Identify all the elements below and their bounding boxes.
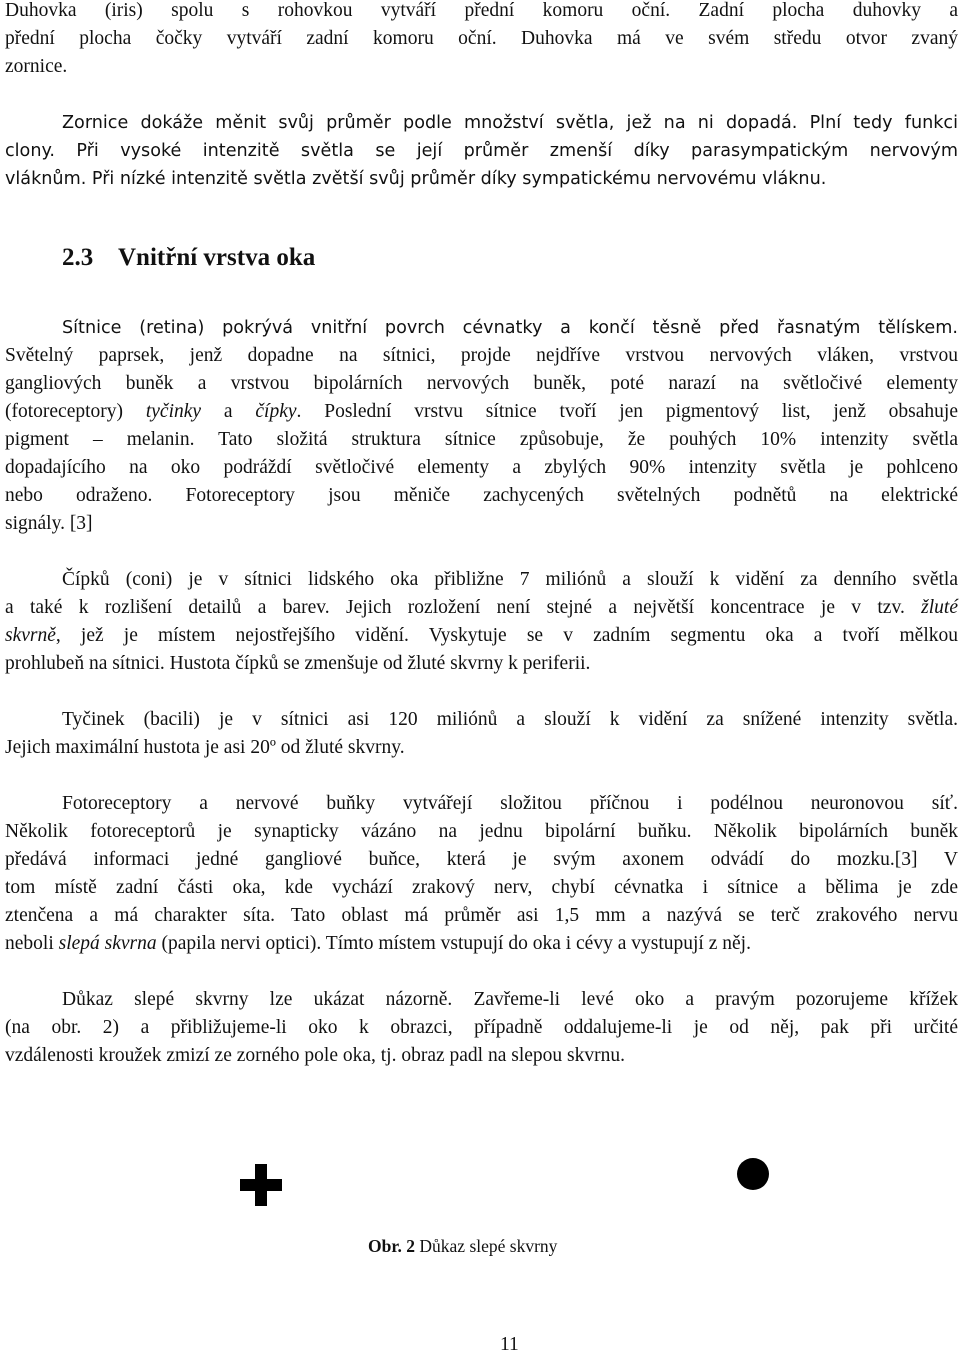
text-line: ztenčena a má charakter síta. Tato oblast má průměr asi 1,5 mm a nazývá se terč zrakového nervu [5, 905, 958, 926]
italic-term: žluté [921, 597, 958, 618]
text-line: pigment – melanin. Tato složitá struktura sítnice způsobuje, že pouhých 10% intenzity světla [5, 429, 958, 450]
text-line: Tyčinek (bacili) je v sítnici asi 120 miliónů a slouží k vidění za snížené intenzity světla. [62, 709, 958, 730]
text-line: předává informaci jedné gangliové buňce, která je svým axonem odvádí do mozku.[3] V [5, 849, 958, 870]
text-line: (fotoreceptory) tyčinky a čípky. Poslední vrstvu sítnice tvoří jen pigmentový list, jenž obsahuje [5, 401, 958, 422]
text-line: (na obr. 2) a přibližujeme-li oko k obrazci, případně oddalujeme-li je od něj, pak při určité [5, 1017, 958, 1038]
text-line: signály. [3] [5, 513, 93, 534]
text-line: clony. Při vysoké intenzitě světla se její průměr zmenší díky parasympatickým nervovým [5, 141, 958, 161]
text-line: Duhovka (iris) spolu s rohovkou vytváří přední komoru oční. Zadní plocha duhovky a [5, 0, 958, 21]
italic-term: slepá skvrna [58, 933, 157, 954]
italic-term: čípky [255, 401, 297, 422]
blind-spot-figure [0, 1150, 960, 1230]
section-title: Vnitřní vrstva oka [118, 244, 316, 271]
caption-text: Důkaz slepé skvrny [415, 1236, 558, 1256]
text-line: Čípků (coni) je v sítnici lidského oka přibližne 7 miliónů a slouží k vidění za denního světla [62, 569, 958, 590]
page-number: 11 [500, 1334, 519, 1355]
section-number: 2.3 [62, 244, 94, 271]
text-line: a také k rozlišení detailů a barev. Jejich rozložení není stejné a největší koncentrace je v tzv. žluté [5, 597, 958, 618]
caption-label: Obr. 2 [368, 1236, 416, 1256]
text-line: Fotoreceptory a nervové buňky vytvářejí složitou příčnou i podélnou neuronovou síť. [62, 793, 958, 814]
text-line: Sítnice (retina) pokrývá vnitřní povrch cévnatky a končí těsně před řasnatým tělískem. [62, 318, 958, 338]
text-line: vláknům. Při nízké intenzitě světla zvětší svůj průměr díky sympatickému nervovému vláknu. [5, 169, 827, 189]
text-line: dopadajícího na oko podráždí světločivé elementy a zbylých 90% intenzity světla je pohlceno [5, 457, 958, 478]
italic-term: skvrně [5, 625, 56, 646]
text-line: Zornice dokáže měnit svůj průměr podle množství světla, jež na ni dopadá. Plní tedy funkci [62, 113, 958, 133]
figure-caption [368, 1236, 557, 1257]
text-line: přední plocha čočky vytváří zadní komoru oční. Duhovka má ve svém středu otvor zvaný [5, 28, 958, 49]
text-line: prohlubeň na sítnici. Hustota čípků se zmenšuje od žluté skvrny k periferii. [5, 653, 591, 674]
text-line: Jejich maximální hustota je asi 20º od žluté skvrny. [5, 737, 405, 758]
text-line: zornice. [5, 56, 68, 77]
text-line: gangliových buněk a vrstvou bipolárních nervových buněk, poté narazí na světločivé elementy [5, 373, 958, 394]
section-heading [62, 244, 315, 272]
text-line: Světelný paprsek, jenž dopadne na sítnici, projde nejdříve vrstvou nervových vláken, vrstvou [5, 345, 958, 366]
dot-icon [737, 1158, 769, 1190]
text-line: neboli slepá skvrna (papila nervi optici). Tímto místem vstupují do oka i cévy a vystupují z něj. [5, 933, 751, 954]
text-line: skvrně, jež je místem nejostřejšího vidění. Vyskytuje se v zadním segmentu oka a tvoří mělkou [5, 625, 958, 646]
text-line: Několik fotoreceptorů je synapticky vázáno na jednu bipolární buňku. Několik bipolárních buněk [5, 821, 958, 842]
text-line: tom místě zadní části oka, kde vychází zrakový nerv, chybí cévnatka i sítnice a bělima je zde [5, 877, 958, 898]
cross-icon [240, 1164, 282, 1206]
text-line: vzdálenosti kroužek zmizí ze zorného pole oka, tj. obraz padl na slepou skvrnu. [5, 1045, 626, 1066]
text-line: Důkaz slepé skvrny lze ukázat názorně. Zavřeme-li levé oko a pravým pozorujeme křížek [62, 989, 958, 1010]
text-line: nebo odraženo. Fotoreceptory jsou měniče zachycených světelných podnětů na elektrické [5, 485, 958, 506]
italic-term: tyčinky [145, 401, 202, 422]
